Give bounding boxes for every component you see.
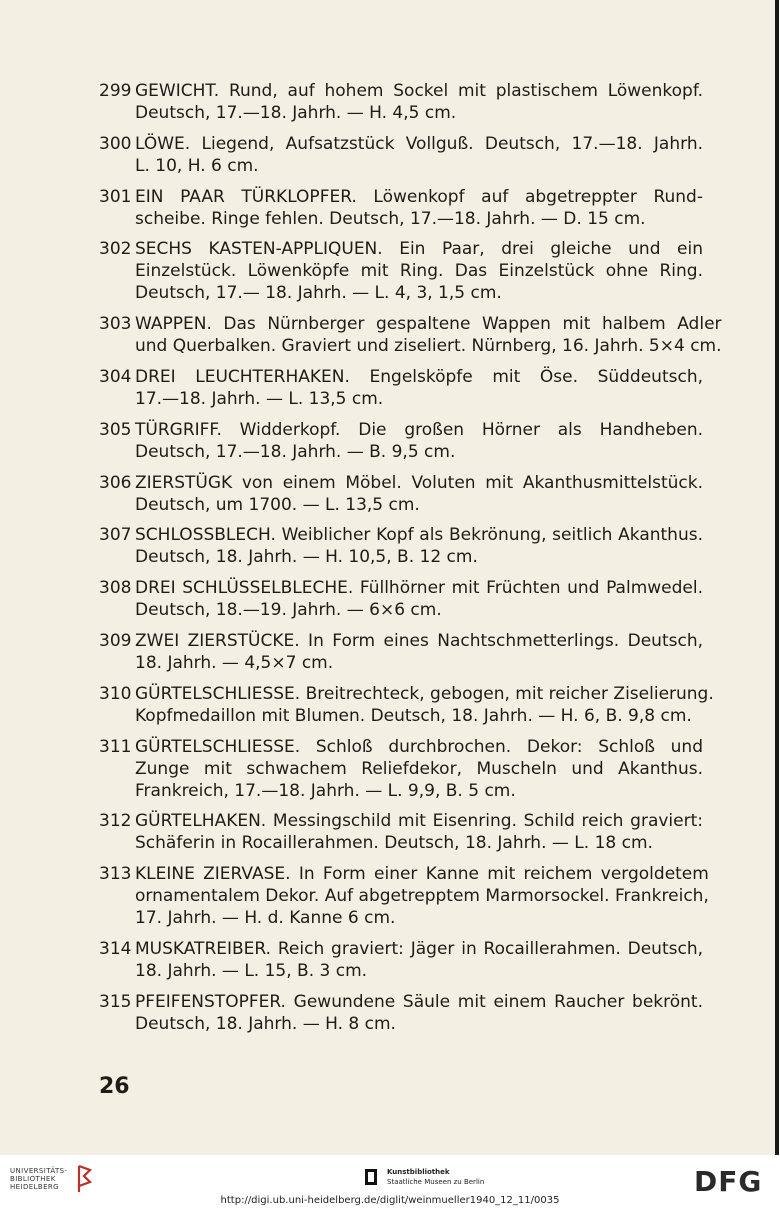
entry-number: 314	[99, 938, 132, 959]
entry-text	[135, 810, 703, 854]
entry-line: SCHLOSSBLECH. Weiblicher Kopf als Bekrönung, seitlich Akanthus.	[135, 525, 703, 546]
entry-line: PFEIFENSTOPFER. Gewundene Säule mit einem Raucher bekrönt.	[135, 991, 703, 1012]
entry-number: 301	[99, 186, 132, 207]
entry-line: ornamentalem Dekor. Auf abgetrepptem Marmorsockel. Frankreich,	[135, 886, 709, 907]
page-number: 26	[99, 1074, 130, 1099]
catalog-entry	[99, 938, 703, 982]
entry-number: 310	[99, 683, 132, 704]
catalog-entry	[99, 186, 703, 230]
kunstbibliothek-logo-icon	[364, 1168, 378, 1186]
entry-number: 304	[99, 366, 132, 387]
entry-line: KLEINE ZIERVASE. In Form einer Kanne mit reichem vergoldetem	[135, 864, 709, 885]
catalog-entry	[99, 630, 703, 674]
entry-line: 18. Jahrh. — L. 15, B. 3 cm.	[135, 960, 368, 981]
entry-line: Einzelstück. Löwenköpfe mit Ring. Das Einzelstück ohne Ring.	[135, 261, 703, 282]
entry-number: 299	[99, 81, 132, 101]
entry-number: 312	[99, 811, 132, 832]
entry-text	[135, 630, 703, 674]
entry-list	[99, 80, 722, 1044]
university-logo-icon	[76, 1164, 94, 1194]
entry-line: L. 10, H. 6 cm.	[135, 155, 259, 176]
entry-text	[135, 863, 709, 929]
entry-number: 306	[99, 472, 132, 493]
entry-line: 17.—18. Jahrh. — L. 13,5 cm.	[135, 388, 384, 409]
entry-number: 308	[99, 578, 132, 599]
entry-line: und Querbalken. Graviert und ziseliert. Nürnberg, 16. Jahrh. 5×4 cm.	[135, 336, 722, 357]
footer-bar	[0, 1155, 780, 1210]
entry-line: Deutsch, 17.—18. Jahrh. — B. 9,5 cm.	[135, 441, 456, 462]
entry-text	[135, 186, 703, 230]
entry-line: TÜRGRIFF. Widderkopf. Die großen Hörner als Handheben.	[135, 419, 703, 440]
catalog-entry	[99, 991, 703, 1035]
entry-line: LÖWE. Liegend, Aufsatzstück Vollguß. Deutsch, 17.—18. Jahrh.	[135, 133, 703, 154]
catalog-entry	[99, 810, 703, 854]
entry-number: 300	[99, 133, 132, 154]
entry-text	[135, 683, 714, 727]
entry-text	[135, 313, 722, 357]
catalog-entry	[99, 472, 703, 516]
entry-number: 313	[99, 864, 132, 885]
entry-number: 303	[99, 314, 132, 335]
entry-line: Deutsch, um 1700. — L. 13,5 cm.	[135, 494, 420, 515]
entry-text	[135, 472, 703, 516]
entry-line: GÜRTELSCHLIESSE. Breitrechteck, gebogen, mit reicher Ziselierung.	[135, 683, 714, 704]
catalog-entry	[99, 524, 703, 568]
entry-line: Deutsch, 17.—18. Jahrh. — H. 4,5 cm.	[135, 103, 457, 123]
entry-line: 18. Jahrh. — 4,5×7 cm.	[135, 652, 334, 673]
entry-line: Deutsch, 18. Jahrh. — H. 8 cm.	[135, 1013, 396, 1034]
entry-line: Frankreich, 17.—18. Jahrh. — L. 9,9, B. 5 cm.	[135, 780, 516, 801]
entry-line: Deutsch, 18.—19. Jahrh. — 6×6 cm.	[135, 600, 442, 621]
entry-line: Deutsch, 18. Jahrh. — H. 10,5, B. 12 cm.	[135, 547, 478, 568]
source-url[interactable]: http://digi.ub.uni-heidelberg.de/diglit/weinmueller1940_12_11/0035	[220, 1195, 560, 1206]
dfg-logo: DFG	[694, 1165, 763, 1198]
catalog-entry	[99, 683, 714, 727]
entry-line: MUSKATREIBER. Reich graviert: Jäger in Rocaillerahmen. Deutsch,	[135, 938, 703, 959]
entry-text	[135, 577, 703, 621]
entry-text	[135, 133, 703, 177]
entry-text	[135, 80, 703, 124]
catalog-entry	[99, 133, 703, 177]
catalog-entry	[99, 577, 703, 621]
catalog-entry	[99, 736, 703, 802]
catalog-entry	[99, 366, 703, 410]
entry-line: ZIERSTÜGK von einem Möbel. Voluten mit Akanthusmittelstück.	[135, 472, 703, 493]
entry-line: EIN PAAR TÜRKLOPFER. Löwenkopf auf abgetreppter Rund-	[135, 186, 703, 207]
entry-line: ZWEI ZIERSTÜCKE. In Form eines Nachtschmetterlings. Deutsch,	[135, 630, 703, 651]
entry-text	[135, 366, 703, 410]
kunstbibliothek-label: Kunstbibliothek Staatliche Museen zu Berlin	[387, 1168, 485, 1186]
entry-text	[135, 736, 703, 802]
entry-number: 315	[99, 991, 132, 1012]
entry-line: scheibe. Ringe fehlen. Deutsch, 17.—18. Jahrh. — D. 15 cm.	[135, 208, 646, 229]
entry-line: GÜRTELHAKEN. Messingschild mit Eisenring. Schild reich graviert:	[135, 811, 703, 832]
entry-text	[135, 419, 703, 463]
entry-number: 311	[99, 736, 132, 757]
catalog-entry	[99, 863, 709, 929]
catalog-entry	[99, 80, 703, 124]
entry-line: GEWICHT. Rund, auf hohem Sockel mit plastischem Löwenkopf.	[135, 81, 703, 101]
entry-number: 309	[99, 630, 132, 651]
entry-line: Kopfmedaillon mit Blumen. Deutsch, 18. Jahrh. — H. 6, B. 9,8 cm.	[135, 705, 692, 726]
entry-line: DREI SCHLÜSSELBLECHE. Füllhörner mit Früchten und Palmwedel.	[135, 578, 703, 599]
entry-line: DREI LEUCHTERHAKEN. Engelsköpfe mit Öse. Süddeutsch,	[135, 366, 703, 387]
entry-number: 302	[99, 239, 132, 260]
entry-line: 17. Jahrh. — H. d. Kanne 6 cm.	[135, 908, 396, 929]
entry-text	[135, 524, 703, 568]
entry-text	[135, 938, 703, 982]
entry-text	[135, 991, 703, 1035]
catalog-entry	[99, 419, 703, 463]
entry-number: 305	[99, 419, 132, 440]
entry-line: SECHS KASTEN-APPLIQUEN. Ein Paar, drei gleiche und ein	[135, 239, 703, 260]
entry-line: WAPPEN. Das Nürnberger gespaltene Wappen mit halbem Adler	[135, 314, 722, 335]
catalog-entry	[99, 313, 722, 357]
entry-text	[135, 238, 703, 304]
catalog-entry	[99, 238, 703, 304]
entry-line: GÜRTELSCHLIESSE. Schloß durchbrochen. Dekor: Schloß und	[135, 736, 703, 757]
entry-number: 307	[99, 525, 132, 546]
entry-line: Schäferin in Rocaillerahmen. Deutsch, 18. Jahrh. — L. 18 cm.	[135, 833, 653, 854]
university-library-name: UNIVERSITÄTS- BIBLIOTHEK HEIDELBERG	[10, 1167, 68, 1191]
entry-line: Zunge mit schwachem Reliefdekor, Muscheln und Akanthus.	[135, 758, 703, 779]
entry-line: Deutsch, 17.— 18. Jahrh. — L. 4, 3, 1,5 cm.	[135, 283, 502, 304]
